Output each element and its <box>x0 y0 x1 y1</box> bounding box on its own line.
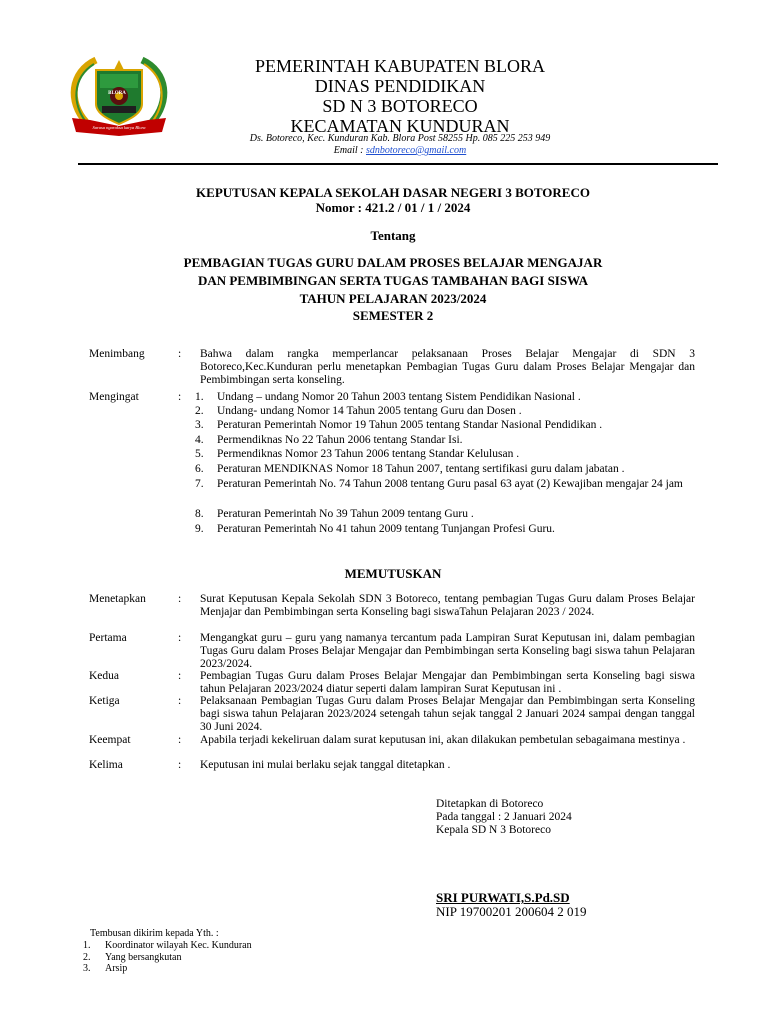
clause-colon: : <box>178 593 182 605</box>
menimbang-text: Bahwa dalam rangka memperlancar pelaksanaan Proses Belajar Mengajar di SDN 3 Botoreco,Kec.Kunduran perlu menetapkan Pembagian Tugas Guru dalam Proses Belajar Mengajar dan Pembimbingan serta konseling. <box>200 348 695 387</box>
decree-subject-3: TAHUN PELAJARAN 2023/2024 <box>299 291 487 306</box>
clause-colon: : <box>178 695 182 707</box>
clause-colon: : <box>178 632 182 644</box>
mengingat-label: Mengingat <box>89 391 139 403</box>
decree-number: Nomor : 421.2 / 01 / 1 / 2024 <box>315 200 471 215</box>
list-number: 8. <box>195 508 204 520</box>
header-school: SD N 3 BOTORECO <box>322 96 478 116</box>
header-department: DINAS PENDIDIKAN <box>314 76 486 96</box>
decree-subject-1: PEMBAGIAN TUGAS GURU DALAM PROSES BELAJAR MENGAJAR <box>183 255 603 270</box>
list-number: 5. <box>195 448 204 460</box>
list-text: Peraturan Pemerintah No 41 tahun 2009 tentang Tunjangan Profesi Guru. <box>217 523 555 535</box>
clause-label: Keempat <box>89 734 131 746</box>
decree-title: KEPUTUSAN KEPALA SEKOLAH DASAR NEGERI 3 BOTORECO <box>196 185 590 200</box>
email-link[interactable]: sdnbotoreco@gmail.com <box>366 145 467 156</box>
email-label: Email : <box>333 145 366 156</box>
header-government: PEMERINTAH KABUPATEN BLORA <box>255 56 545 76</box>
clause-label: Kelima <box>89 759 123 771</box>
clause-colon: : <box>178 670 182 682</box>
clause-text: Pembagian Tugas Guru dalam Proses Belajar Mengajar dan Pembimbingan serta Konseling bagi siswa tahun Pelajaran 2023/2024 diatur seperti dalam lampiran Surat Keputusan ini . <box>200 670 695 696</box>
list-number: 6. <box>195 463 204 475</box>
header-address: Ds. Botoreco, Kec. Kunduran Kab. Blora Post 58255 Hp. 085 225 253 949 <box>249 133 551 144</box>
header-email-line <box>180 145 620 157</box>
menimbang-colon: : <box>178 348 182 360</box>
list-number: 4. <box>195 434 204 446</box>
mengingat-colon: : <box>178 391 182 403</box>
clause-text: Pelaksanaan Pembagian Tugas Guru dalam Proses Belajar Mengajar dan Pembimbingan serta Konseling bagi siswa tahun Pelajaran 2023/2024 setengah tahun sejak tanggal 2 Januari 2024 sampai dengan tanggal 30 Juni 2024. <box>200 695 695 734</box>
tembusan-item: Arsip <box>105 963 128 974</box>
clause-label: Kedua <box>89 670 120 682</box>
tembusan-title: Tembusan dikirim kepada Yth. : <box>90 928 219 939</box>
header-district: KECAMATAN KUNDURAN <box>290 116 510 136</box>
signatory-name: SRI PURWATI,S.Pd.SD <box>436 890 570 905</box>
tembusan-item: Koordinator wilayah Kec. Kunduran <box>105 940 252 951</box>
list-number: 7. <box>195 478 204 490</box>
clause-colon: : <box>178 759 182 771</box>
logo-text: BLORA <box>108 91 126 96</box>
clause-text: Mengangkat guru – guru yang namanya tercantum pada Lampiran Surat Keputusan ini, dalam pembagian Tugas Guru dalam Proses Belajar Mengajar dan Pembimbingan serta Konseling bagi siswa tahun Pelajaran 2023/2024. <box>200 632 695 671</box>
signature-position: Kepala SD N 3 Botoreco <box>436 824 551 836</box>
list-text: Permendiknas Nomor 23 Tahun 2006 tentang Standar Kelulusan . <box>217 448 520 460</box>
memutuskan-heading: MEMUTUSKAN <box>344 566 442 581</box>
clause-colon: : <box>178 734 182 746</box>
decree-subject-4: SEMESTER 2 <box>352 308 434 323</box>
list-text: Undang – undang Nomor 20 Tahun 2003 tentang Sistem Pendidikan Nasional . <box>217 391 581 403</box>
tembusan-number: 1. <box>83 940 91 951</box>
signature-place: Ditetapkan di Botoreco <box>436 798 544 810</box>
list-number: 3. <box>195 419 204 431</box>
list-text: Peraturan MENDIKNAS Nomor 18 Tahun 2007, tentang sertifikasi guru dalam jabatan . <box>217 463 625 475</box>
list-text: Permendiknas No 22 Tahun 2006 tentang Standar Isi. <box>217 434 463 446</box>
clause-text: Keputusan ini mulai berlaku sejak tanggal ditetapkan . <box>200 759 451 771</box>
list-number: 9. <box>195 523 204 535</box>
list-text: Peraturan Pemerintah No. 74 Tahun 2008 tentang Guru pasal 63 ayat (2) Kewajiban mengajar 24 jam <box>217 478 683 490</box>
list-number: 2. <box>195 405 204 417</box>
clause-text: Surat Keputusan Kepala Sekolah SDN 3 Botoreco, tentang pembagian Tugas Guru dalam Proses Belajar Menjajar dan Pembimbingan serta Konseling bagi siswaTahun Pelajaran 2023 / 2024. <box>200 593 695 619</box>
clause-text: Apabila terjadi kekeliruan dalam surat keputusan ini, akan dilakukan pembetulan sebagaimana mestinya . <box>200 734 686 746</box>
clause-label: Menetapkan <box>89 593 146 605</box>
clause-label: Ketiga <box>89 695 120 707</box>
tembusan-number: 3. <box>83 963 91 974</box>
decree-tentang: Tentang <box>370 228 416 243</box>
tembusan-item: Yang bersangkutan <box>105 952 182 963</box>
tembusan-number: 2. <box>83 952 91 963</box>
list-text: Peraturan Pemerintah No 39 Tahun 2009 tentang Guru . <box>217 508 474 520</box>
list-text: Peraturan Pemerintah Nomor 19 Tahun 2005 tentang Standar Nasional Pendidikan . <box>217 419 603 431</box>
signatory-nip: NIP 19700201 200604 2 019 <box>436 904 587 919</box>
clause-label: Pertama <box>89 632 127 644</box>
header-divider <box>78 163 718 165</box>
signature-date: Pada tanggal : 2 Januari 2024 <box>436 811 572 823</box>
menimbang-label: Menimbang <box>89 348 145 360</box>
list-number: 1. <box>195 391 204 403</box>
list-text: Undang- undang Nomor 14 Tahun 2005 tentang Guru dan Dosen . <box>217 405 522 417</box>
decree-subject-2: DAN PEMBIMBINGAN SERTA TUGAS TAMBAHAN BAGI SISWA <box>197 273 589 288</box>
logo-ribbon-text: Sarasa ngaraksa karya Blora <box>92 125 146 130</box>
